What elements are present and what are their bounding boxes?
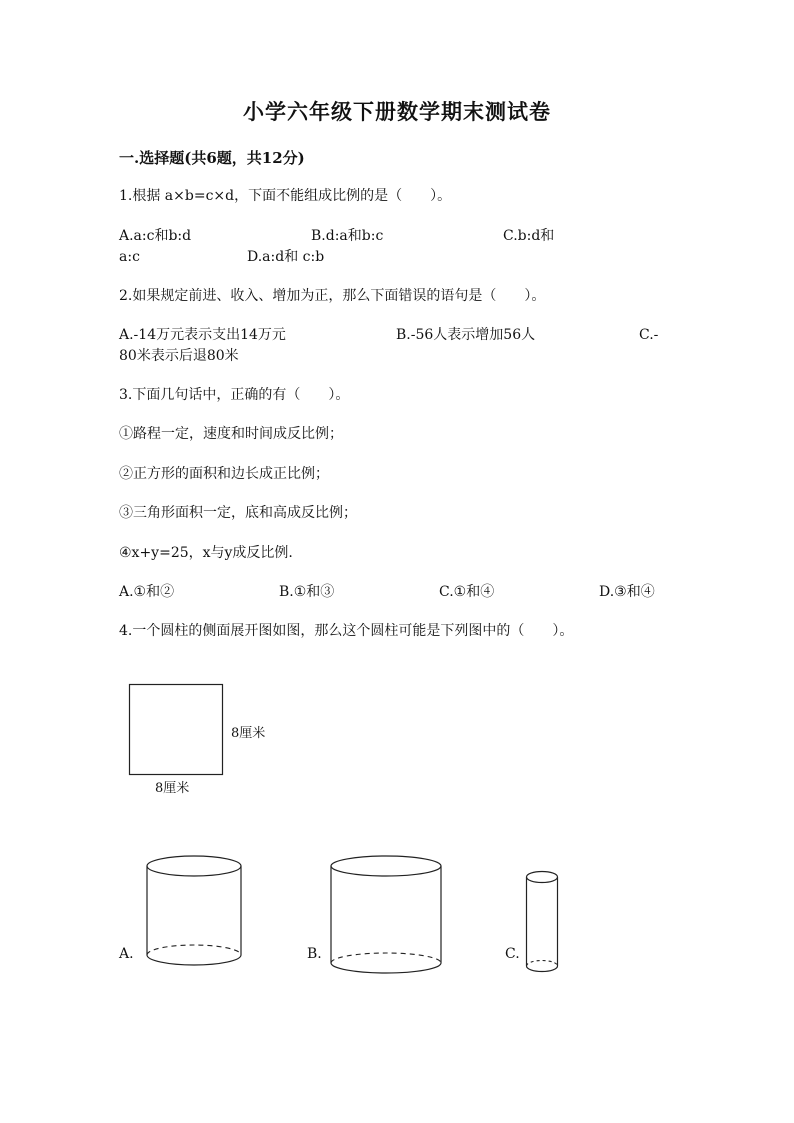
question-3-statement-1: ①路程一定，速度和时间成反比例； — [119, 426, 343, 442]
question-3-statement-2: ②正方形的面积和边长成正比例； — [119, 466, 329, 482]
question-3-option-d: D.③和④ — [599, 584, 655, 600]
question-1-option-c-continued: a:c — [119, 249, 140, 265]
cylinder-b-bottom-back — [331, 953, 441, 963]
cylinder-c-top — [527, 872, 558, 883]
cylinder-c — [527, 872, 558, 972]
question-2-stem: 2.如果规定前进、收入、增加为正，那么下面错误的语句是（ ）。 — [119, 288, 546, 304]
cylinder-a-top — [147, 856, 241, 876]
unfolded-side-square — [130, 685, 223, 775]
question-4-stem: 4.一个圆柱的侧面展开图如图，那么这个圆柱可能是下列图中的（ ）。 — [119, 623, 574, 639]
question-1-option-b: B.d:a和b:c — [311, 228, 384, 244]
question-3-stem: 3.下面几句话中，正确的有（ ）。 — [119, 387, 350, 403]
cylinder-b-bottom-front — [331, 963, 441, 973]
question-1-option-a: A.a:c和b:d — [119, 228, 192, 244]
question-2-option-b: B.-56人表示增加56人 — [396, 327, 536, 343]
question-4-option-b: B. — [307, 946, 322, 962]
question-2-option-a: A.-14万元表示支出14万元 — [119, 327, 286, 343]
question-1-option-d: D.a:d和 c:b — [247, 249, 325, 265]
cylinder-b-top — [331, 856, 441, 876]
cylinder-c-bottom-back — [527, 961, 558, 967]
page-title: 小学六年级下册数学期末测试卷 — [243, 99, 551, 124]
section-heading: 一.选择题(共6题，共12分) — [119, 149, 305, 167]
square-side-label: 8厘米 — [231, 726, 266, 741]
question-4-option-c: C. — [505, 946, 520, 962]
cylinder-a — [147, 856, 241, 965]
question-2-option-c-continued: 80米表示后退80米 — [119, 348, 239, 364]
question-3-option-c: C.①和④ — [439, 584, 495, 600]
square-bottom-label: 8厘米 — [155, 781, 190, 796]
cylinder-a-bottom-front — [147, 955, 241, 965]
cylinder-c-bottom-front — [527, 966, 558, 972]
question-3-option-b: B.①和③ — [279, 584, 335, 600]
question-1-option-c: C.b:d和 — [503, 228, 555, 244]
cylinder-b — [331, 856, 441, 973]
cylinder-a-bottom-back — [147, 945, 241, 955]
question-3-option-a: A.①和② — [119, 584, 175, 600]
question-2-option-c: C.- — [639, 327, 659, 343]
question-3-statement-3: ③三角形面积一定，底和高成反比例； — [119, 505, 357, 521]
question-3-statement-4: ④x+y=25，x与y成反比例. — [119, 545, 293, 561]
question-4-option-a: A. — [119, 946, 134, 962]
question-1-stem: 1.根据 a×b=c×d，下面不能组成比例的是（ ）。 — [119, 188, 452, 204]
